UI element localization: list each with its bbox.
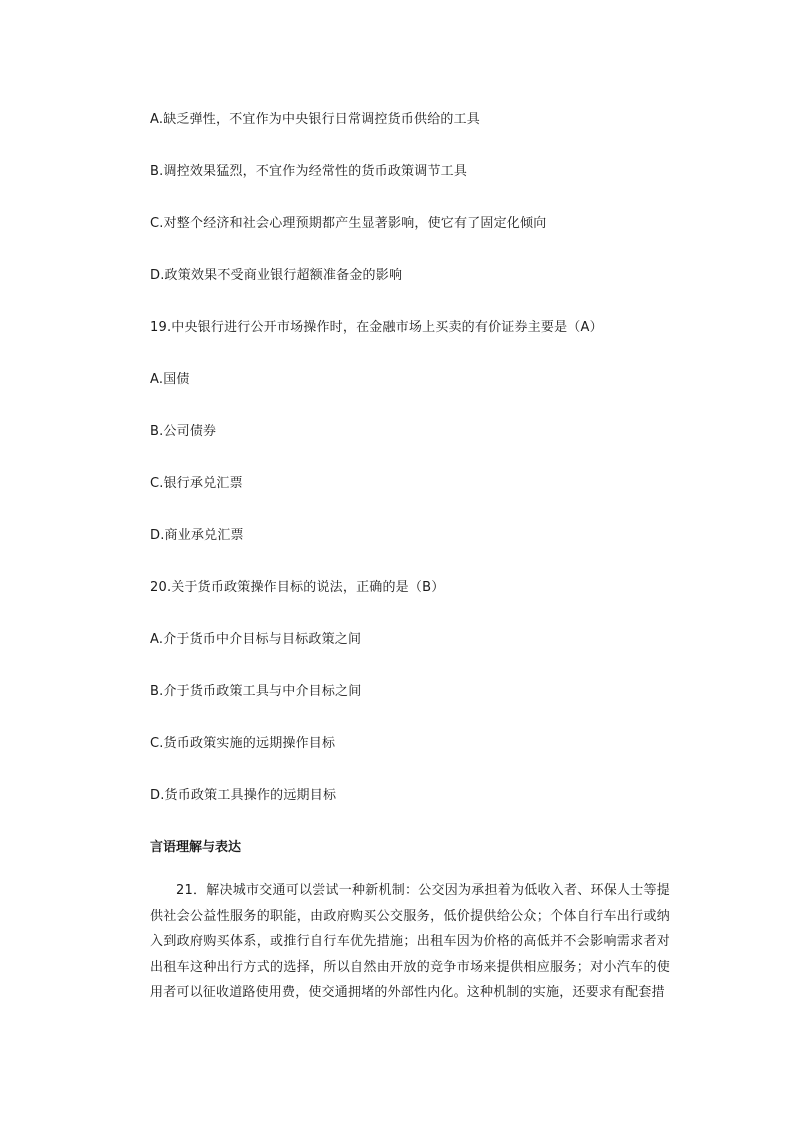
q18-option-b: B.调控效果猛烈，不宜作为经常性的货币政策调节工具 (150, 164, 468, 179)
q21-paragraph: 21．解决城市交通可以尝试一种新机制：公交因为承担着为低收入者、环保人士等提供社会公益性服务的职能，由政府购买公交服务，低价提供给公众；个体自行车出行或纳入到政府购买体系，或推行自行车优先措施；出租车因为价格的高低并不会影响需求者对出租车这种出行方式的选择，所以自然由开放的竞争市场来提供相应服务；对小汽车的使用者可以征收道路使用费，使交通拥堵的外部性内化。这种机制的实施，还要求有配套措 (150, 883, 670, 1001)
q19-option-b: B.公司债券 (150, 424, 217, 439)
q20-stem: 20.关于货币政策操作目标的说法，正确的是（B） (150, 580, 445, 595)
q18-option-a: A.缺乏弹性，不宜作为中央银行日常调控货币供给的工具 (150, 112, 480, 127)
q19-option-c: C.银行承兑汇票 (150, 476, 243, 491)
q19-stem: 19.中央银行进行公开市场操作时，在金融市场上买卖的有价证券主要是（A） (150, 320, 603, 335)
q20-option-b: B.介于货币政策工具与中介目标之间 (150, 684, 362, 699)
q20-option-a: A.介于货币中介目标与目标政策之间 (150, 632, 362, 647)
q18-option-d: D.政策效果不受商业银行超额准备金的影响 (150, 268, 403, 283)
q20-option-d: D.货币政策工具操作的远期目标 (150, 788, 337, 803)
q20-option-c: C.货币政策实施的远期操作目标 (150, 736, 336, 751)
q18-option-c: C.对整个经济和社会心理预期都产生显著影响，使它有了固定化倾向 (150, 216, 547, 231)
section-heading: 言语理解与表达 (150, 840, 242, 855)
q19-option-a: A.国债 (150, 372, 190, 387)
q19-option-d: D.商业承兑汇票 (150, 528, 244, 543)
